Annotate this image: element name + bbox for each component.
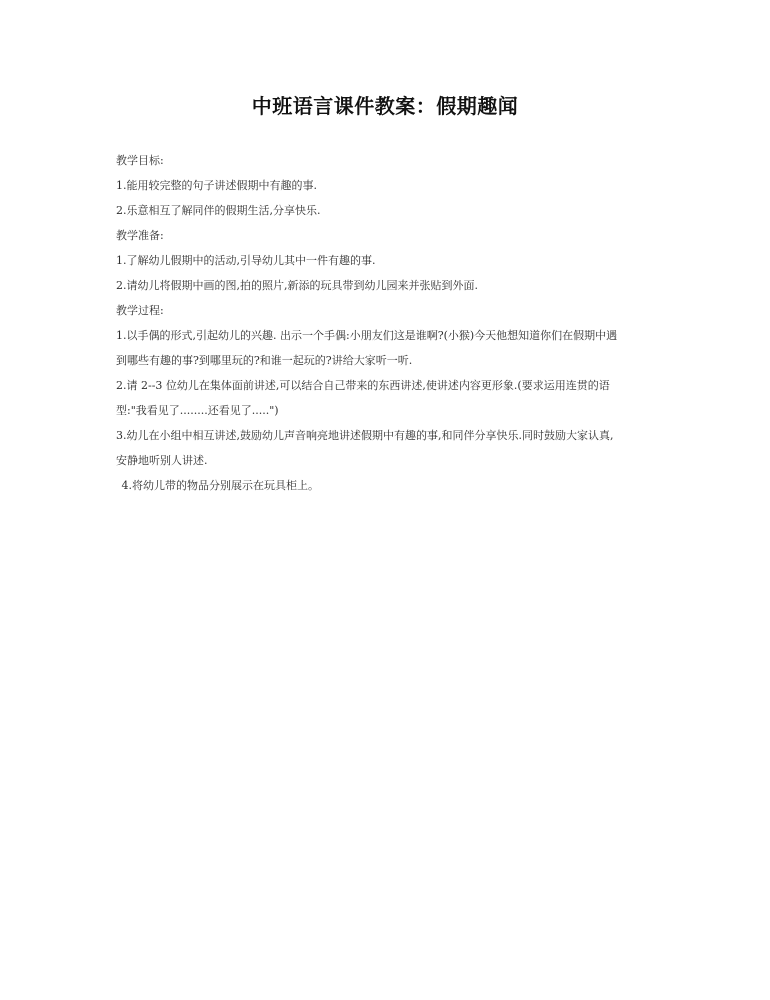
section-heading-process: 教学过程: [116, 304, 164, 317]
document-body [116, 148, 664, 498]
section-heading-goals: 教学目标: [116, 154, 164, 167]
document-title: 中班语言课件教案：假期趣闻 [251, 94, 519, 118]
process-item-3-line-1: 3.幼儿在小组中相互讲述,鼓励幼儿声音响亮地讲述假期中有趣的事,和同伴分享快乐.同时鼓励大家认真, [116, 429, 614, 442]
process-item-1-line-1: 1.以手偶的形式,引起幼儿的兴趣. 出示一个手偶:小朋友们这是谁啊?(小猴)今天他想知道你们在假期中遇 [116, 329, 618, 342]
preparation-item-2: 2.请幼儿将假期中画的图,拍的照片,新添的玩具带到幼儿园来并张贴到外面. [116, 279, 478, 292]
goal-item-1: 1.能用较完整的句子讲述假期中有趣的事. [116, 179, 317, 192]
process-item-3-line-2: 安静地听别人讲述. [116, 454, 208, 467]
section-heading-preparation: 教学准备: [116, 229, 164, 242]
process-item-2-line-2: 型:"我看见了........还看见了.....") [116, 404, 279, 417]
process-item-2-line-1: 2.请 2--3 位幼儿在集体面前讲述,可以结合自己带来的东西讲述,使讲述内容更形象.(要求运用连贯的语 [116, 379, 610, 392]
goal-item-2: 2.乐意相互了解同伴的假期生活,分享快乐. [116, 204, 321, 217]
process-item-4: 4.将幼儿带的物品分别展示在玩具柜上。 [118, 479, 319, 492]
process-item-1-line-2: 到哪些有趣的事?到哪里玩的?和谁一起玩的?讲给大家听一听. [116, 354, 413, 367]
preparation-item-1: 1.了解幼儿假期中的活动,引导幼儿其中一件有趣的事. [116, 254, 376, 267]
